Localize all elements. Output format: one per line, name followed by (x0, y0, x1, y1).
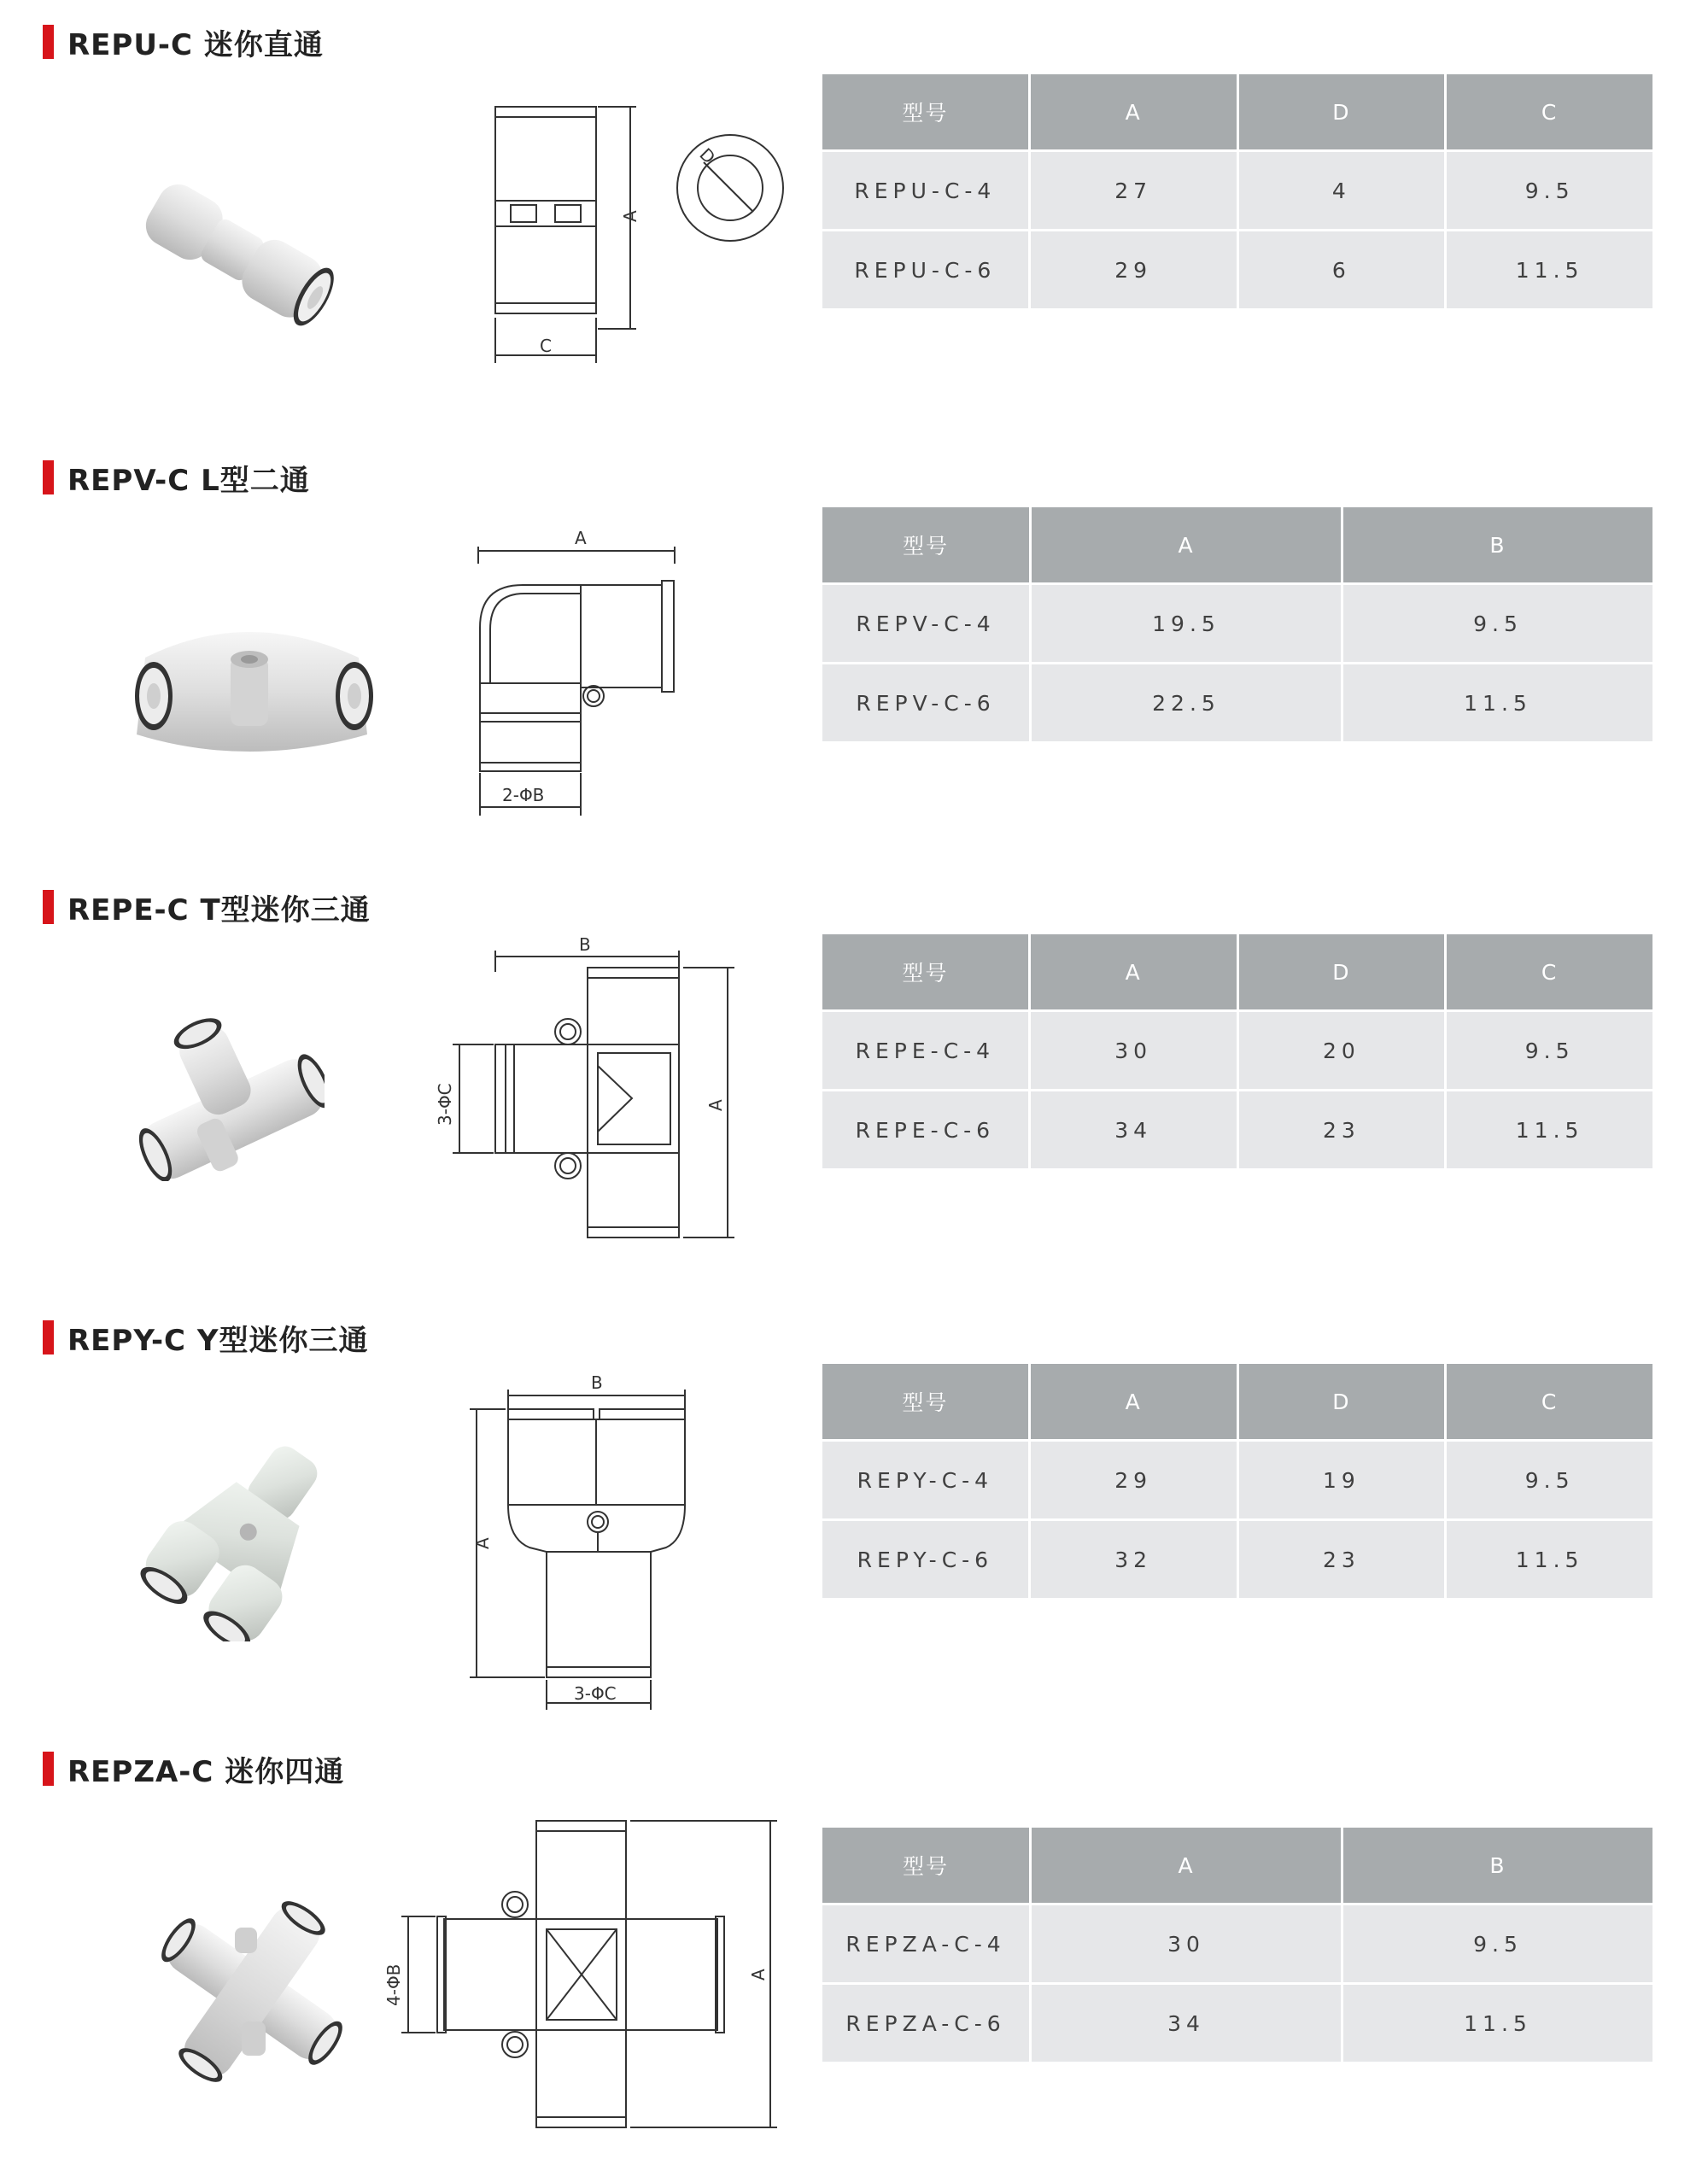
section-title (43, 1751, 344, 1787)
spec-table (820, 72, 1655, 311)
table-cell: REPZA-C-4 (822, 1905, 1029, 1982)
table-header-cell: C (1447, 1364, 1652, 1439)
table-cell: 9.5 (1447, 152, 1652, 229)
dim-label: B (579, 934, 591, 955)
section-title-text: REPE-C T型迷你三通 (67, 892, 371, 927)
table-cell: REPE-C-4 (822, 1012, 1028, 1089)
dim-label: 3-ΦC (435, 1083, 455, 1126)
drawing-straight (478, 94, 803, 376)
section-title-text: REPY-C Y型迷你三通 (67, 1323, 369, 1358)
spec-table (820, 1361, 1655, 1600)
table-cell: 27 (1031, 152, 1237, 229)
table-cell: 9.5 (1343, 585, 1652, 662)
table-header-row (822, 1828, 1652, 1903)
table-cell: 11.5 (1343, 664, 1652, 741)
table-header-cell: D (1239, 74, 1445, 149)
spec-table (820, 932, 1655, 1171)
dim-label: B (591, 1372, 603, 1393)
table-header-cell: B (1343, 1828, 1652, 1903)
table-cell: 9.5 (1343, 1905, 1652, 1982)
table-header-row (822, 1364, 1652, 1439)
product-photo-y (137, 1436, 350, 1641)
table-header-cell: A (1031, 934, 1237, 1009)
table-header-cell: A (1032, 1828, 1341, 1903)
table-row (822, 1012, 1652, 1089)
table-header-cell: A (1031, 1364, 1237, 1439)
table-cell: 19 (1239, 1442, 1445, 1518)
dim-label: 2-ΦB (502, 785, 545, 805)
product-photo-tee (120, 1010, 325, 1181)
table-cell: REPY-C-4 (822, 1442, 1028, 1518)
section-title (43, 459, 310, 498)
spec-table (820, 1825, 1655, 2064)
table-row (822, 1905, 1652, 1982)
table-cell: REPY-C-6 (822, 1521, 1028, 1598)
table-header-row (822, 74, 1652, 149)
product-photo-elbow (120, 598, 393, 769)
section-repe-c (0, 865, 1708, 1292)
table-cell: 29 (1031, 1442, 1237, 1518)
table-header-cell: A (1032, 507, 1341, 582)
dim-label: A (620, 210, 640, 222)
dim-label: A (575, 528, 587, 548)
table-cell: REPU-C-4 (822, 152, 1028, 229)
table-cell: 34 (1032, 1985, 1341, 2062)
table-cell: 4 (1239, 152, 1445, 229)
title-accent-bar (43, 1752, 54, 1786)
table-header-cell: C (1447, 934, 1652, 1009)
product-photo-cross (149, 1893, 354, 2090)
table-cell: 11.5 (1447, 1091, 1652, 1168)
section-repy-c (0, 1296, 1708, 1723)
section-title-text: REPV-C L型二通 (67, 463, 310, 498)
section-title (43, 24, 324, 60)
table-cell: REPE-C-6 (822, 1091, 1028, 1168)
table-cell: REPU-C-6 (822, 231, 1028, 308)
dim-label: C (540, 336, 552, 356)
table-cell: 20 (1239, 1012, 1445, 1089)
table-cell: 29 (1031, 231, 1237, 308)
table-cell: 23 (1239, 1521, 1445, 1598)
dim-label: A (705, 1099, 726, 1111)
spec-table (820, 505, 1655, 744)
table-cell: 23 (1239, 1091, 1445, 1168)
section-title (43, 1319, 369, 1358)
table-header-cell: D (1239, 934, 1445, 1009)
table-header-cell: B (1343, 507, 1652, 582)
table-cell: 30 (1032, 1905, 1341, 1982)
title-accent-bar (43, 1320, 54, 1354)
table-cell: REPZA-C-6 (822, 1985, 1029, 2062)
table-row (822, 585, 1652, 662)
table-row (822, 1091, 1652, 1168)
table-cell: 9.5 (1447, 1012, 1652, 1089)
table-cell: 34 (1031, 1091, 1237, 1168)
section-title (43, 889, 371, 925)
table-cell: 22.5 (1032, 664, 1341, 741)
table-header-cell: 型号 (822, 74, 1028, 149)
table-header-cell: D (1239, 1364, 1445, 1439)
title-accent-bar (43, 460, 54, 494)
table-cell: REPV-C-6 (822, 664, 1029, 741)
table-cell: 30 (1031, 1012, 1237, 1089)
table-header-cell: 型号 (822, 1364, 1028, 1439)
title-accent-bar (43, 890, 54, 924)
table-header-cell: A (1031, 74, 1237, 149)
table-row (822, 152, 1652, 229)
dim-label: A (472, 1537, 493, 1549)
table-cell: 11.5 (1343, 1985, 1652, 2062)
table-row (822, 1442, 1652, 1518)
section-title-text: REPU-C 迷你直通 (67, 27, 324, 62)
table-cell: REPV-C-4 (822, 585, 1029, 662)
table-cell: 11.5 (1447, 1521, 1652, 1598)
section-repza-c (0, 1727, 1708, 2154)
table-cell: 6 (1239, 231, 1445, 308)
drawing-tee (427, 933, 752, 1267)
table-header-cell: 型号 (822, 507, 1029, 582)
table-header-row (822, 934, 1652, 1009)
section-repv-c (0, 436, 1708, 863)
section-title-text: REPZA-C 迷你四通 (67, 1754, 345, 1789)
dim-label: 4-ΦB (383, 1963, 404, 2006)
table-cell: 32 (1031, 1521, 1237, 1598)
dim-label: 3-ΦC (574, 1683, 617, 1704)
drawing-elbow (470, 525, 692, 824)
table-row (822, 1985, 1652, 2062)
table-cell: 11.5 (1447, 231, 1652, 308)
table-header-cell: C (1447, 74, 1652, 149)
table-row (822, 231, 1652, 308)
drawing-y (461, 1368, 717, 1710)
drawing-cross (376, 1808, 786, 2150)
table-header-cell: 型号 (822, 934, 1028, 1009)
product-photo-straight (128, 171, 359, 342)
title-accent-bar (43, 25, 54, 59)
table-cell: 19.5 (1032, 585, 1341, 662)
dim-label: D (695, 143, 720, 168)
table-row (822, 1521, 1652, 1598)
dim-label: A (748, 1969, 769, 1981)
table-cell: 9.5 (1447, 1442, 1652, 1518)
table-row (822, 664, 1652, 741)
table-header-row (822, 507, 1652, 582)
table-header-cell: 型号 (822, 1828, 1029, 1903)
section-repu-c (0, 0, 1708, 427)
